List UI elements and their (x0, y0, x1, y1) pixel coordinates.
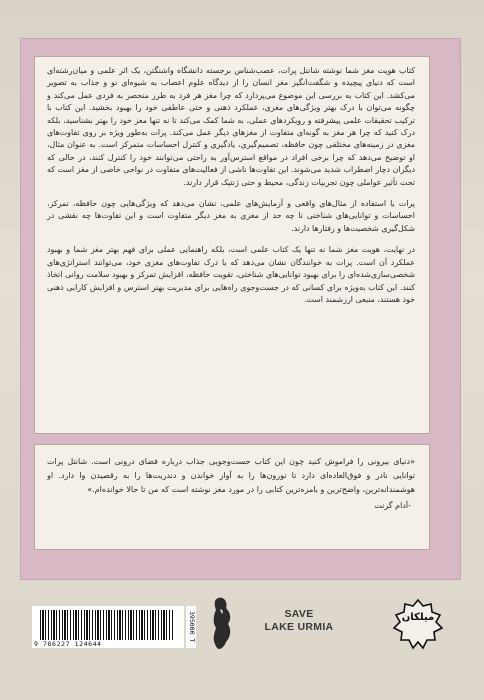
publisher-badge-icon (392, 598, 444, 650)
description-paragraph-3: در نهایت، هویت مغز شما نه تنها یک کتاب علمی است، بلکه راهنمایی عملی برای فهم بهتر مغز شما و بهبود عملکرد آن است. پرات به خوانندگان نشان می‌دهد که با درک تفاوت‌های مغزی خود، می‌توانند استراتژی‌های شخصی‌سازی‌شده‌ای را برای بهبود توانایی‌های شناختی، تقویت حافظه، افزایش تمرکز و بهبود سلامت روانی اتخاذ کنند. این کتاب به‌ویژه برای کسانی که در جست‌وجوی راه‌هایی برای مدیریت بهتر استرس و افزایش کارایی ذهنی خود هستند، منبعی ارزشمند است. (47, 245, 415, 304)
publisher-logo (392, 598, 444, 650)
barcode-side-number: 395000 T (186, 606, 196, 648)
lake-urmia-line: LAKE URMIA (264, 621, 334, 633)
description-box (34, 56, 430, 434)
description-paragraph-1: کتاب هویت مغز شما نوشته شانتل پرات، عصب‌شناس برجسته دانشگاه واشنگتن، یک اثر علمی و میان‌رشته‌ای است که دنیای پیچیده و شگفت‌انگیز مغز انسان را از دیدگاه علوم اعصاب به شیوه‌ای نو و جذاب به تصویر می‌کشد. این کتاب به بررسی این موضوع می‌پردازد که چرا مغز هر فرد به طرز منحصر به فردی عمل می‌کند و چگونه می‌توان با درک بهتر ویژگی‌های مغزی، عملکرد ذهنی و حتی عاطفی خود را بهبود بخشید. این کتاب با ترکیب تحقیقات علمی پیشرفته و رویکردهای عملی، به شما کمک می‌کند تا نه تنها مغز خود را بهتر بشناسید، بلکه درک کنید که چرا هر مغز به گونه‌ای متفاوت از مغزهای دیگر عمل می‌کند. پرات به‌طور ویژه بر روی تفاوت‌های مغزی در زمینه‌های مختلفی چون حافظه، تصمیم‌گیری، یادگیری و کنترل احساسات متمرکز است. به عنوان مثال، او توضیح می‌دهد که چرا برخی افراد در مواقع استرس‌آور به راحتی می‌توانند خود را کنترل کنند، در حالی که دیگران دچار اضطراب شدید می‌شوند. این تفاوت‌ها ناشی از فعالیت‌های متفاوت در نواحی خاصی از مغز است که تحت تأثیر عواملی چون تجربیات زندگی، محیط و حتی ژنتیک قرار دارند. (47, 66, 415, 187)
quote-text: «دنیای بیرونی را فراموش کنید چون این کتاب جست‌وجویی جذاب درباره فضای درونی است. شانتل پرات توانایی نادر و فوق‌العاده‌ای دارد تا نورون‌ها را به آواز خواندن و دندریت‌ها را به رقصیدن وا دارد. او هوشمندانه‌ترین، واضح‌ترین و بامزه‌ترین کتابی را در مورد مغز نوشته است که من تا حالا خوانده‌ام.» (47, 457, 415, 494)
quote-author: -آدام گرنت (374, 501, 411, 510)
barcode-digits: 9 786227 124644 (34, 640, 102, 648)
quote-box (34, 444, 430, 550)
description-paragraph-2: پرات با استفاده از مثال‌های واقعی و آزمایش‌های علمی، نشان می‌دهد که ویژگی‌هایی چون حافظه، تمرکز، احساسات و توانایی‌های شناختی تا چه حد از مغزی به مغز دیگر متفاوت است و این تفاوت‌ها چه نقشی در شکل‌گیری شخصیت‌ها و رفتارها دارند. (47, 199, 415, 233)
barcode-bars (40, 610, 174, 640)
save-lake-urmia-text (244, 608, 354, 634)
isbn-barcode (32, 606, 184, 648)
lake-urmia-icon (210, 596, 236, 652)
publisher-name: میلکان (401, 612, 435, 623)
save-line: SAVE (284, 608, 314, 620)
